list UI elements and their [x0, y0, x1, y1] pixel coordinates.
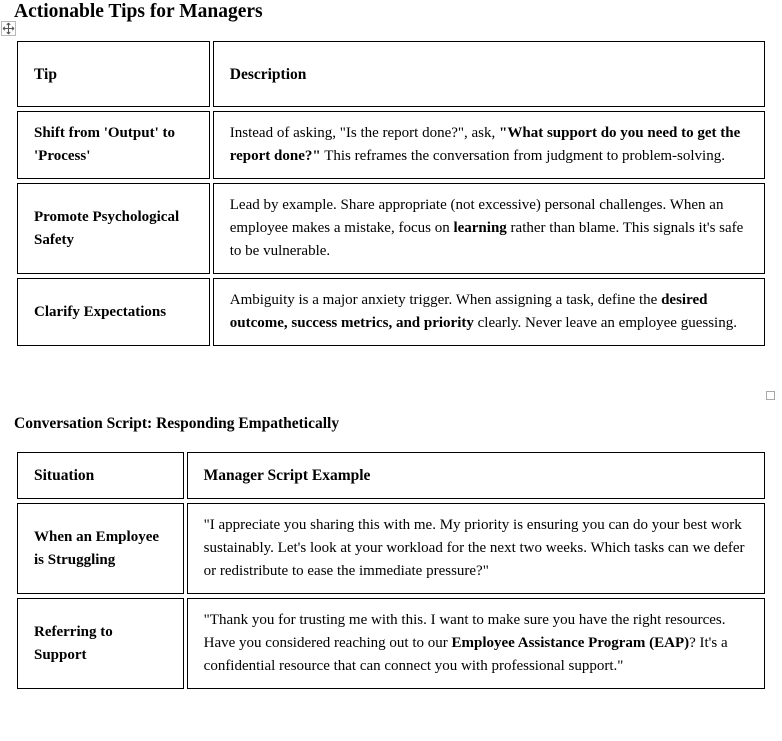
- cell-situation: Referring to Support: [17, 598, 184, 689]
- table-resize-handle[interactable]: [766, 391, 775, 400]
- body-text: rather than blame. This signals it's safe to be vulnerable.: [229, 220, 744, 259]
- cell-tip-name: Promote Psychological Safety: [17, 183, 210, 274]
- table-row: [17, 503, 765, 594]
- column-header-description: Description: [213, 41, 765, 107]
- table-row: [17, 111, 765, 179]
- cell-tip-name: Clarify Expectations: [17, 278, 210, 346]
- table-row: [17, 278, 765, 346]
- body-text: Instead of asking, "Is the report done?", ask,: [229, 125, 500, 141]
- page-title-actionable-tips: Actionable Tips for Managers: [14, 1, 263, 22]
- table-row: [17, 183, 765, 274]
- emphasised-text: learning: [453, 220, 507, 236]
- table-header-row: [17, 452, 765, 499]
- body-text: clearly. Never leave an employee guessing.: [473, 315, 737, 331]
- cell-situation: When an Employee is Struggling: [17, 503, 184, 594]
- table-body: [17, 503, 765, 689]
- table-header-row: [17, 41, 765, 107]
- cell-tip-description: [213, 183, 765, 274]
- table-body: [17, 111, 765, 346]
- cell-tip-description: [213, 278, 765, 346]
- table-actionable-tips: [14, 37, 768, 350]
- table-conversation-script: [14, 448, 768, 693]
- emphasised-text: Employee Assistance Program (EAP): [451, 635, 690, 651]
- body-text: "I appreciate you sharing this with me. My priority is ensuring you can do your best work sustainably. Let's look at your workload for the next two weeks. Which tasks can we defer or redistribute to ease the immediate pressure?": [203, 517, 745, 579]
- table-row: [17, 598, 765, 689]
- column-header-tip: Tip: [17, 41, 210, 107]
- cell-tip-description: [213, 111, 765, 179]
- cell-manager-script: [187, 503, 765, 594]
- cell-manager-script: [187, 598, 765, 689]
- emphasised-text: desired outcome, success metrics, and priority: [229, 292, 708, 331]
- body-text: This reframes the conversation from judgment to problem-solving.: [320, 148, 725, 164]
- column-header-situation: Situation: [17, 452, 184, 499]
- body-text: "Thank you for trusting me with this. I want to make sure you have the right resources. Have you considered reaching out to our: [203, 612, 726, 651]
- emphasised-text: "What support do you need to get the report done?": [229, 125, 741, 164]
- column-header-manager-script-example: Manager Script Example: [187, 452, 765, 499]
- section-title-conversation-script: Conversation Script: Responding Empathetically: [14, 415, 340, 432]
- body-text: ? It's a confidential resource that can connect you with professional support.": [203, 635, 728, 674]
- body-text: Ambiguity is a major anxiety trigger. When assigning a task, define the: [229, 292, 662, 308]
- body-text: Lead by example. Share appropriate (not excessive) personal challenges. When an employee makes a mistake, focus on: [229, 197, 724, 236]
- cell-tip-name: Shift from 'Output' to 'Process': [17, 111, 210, 179]
